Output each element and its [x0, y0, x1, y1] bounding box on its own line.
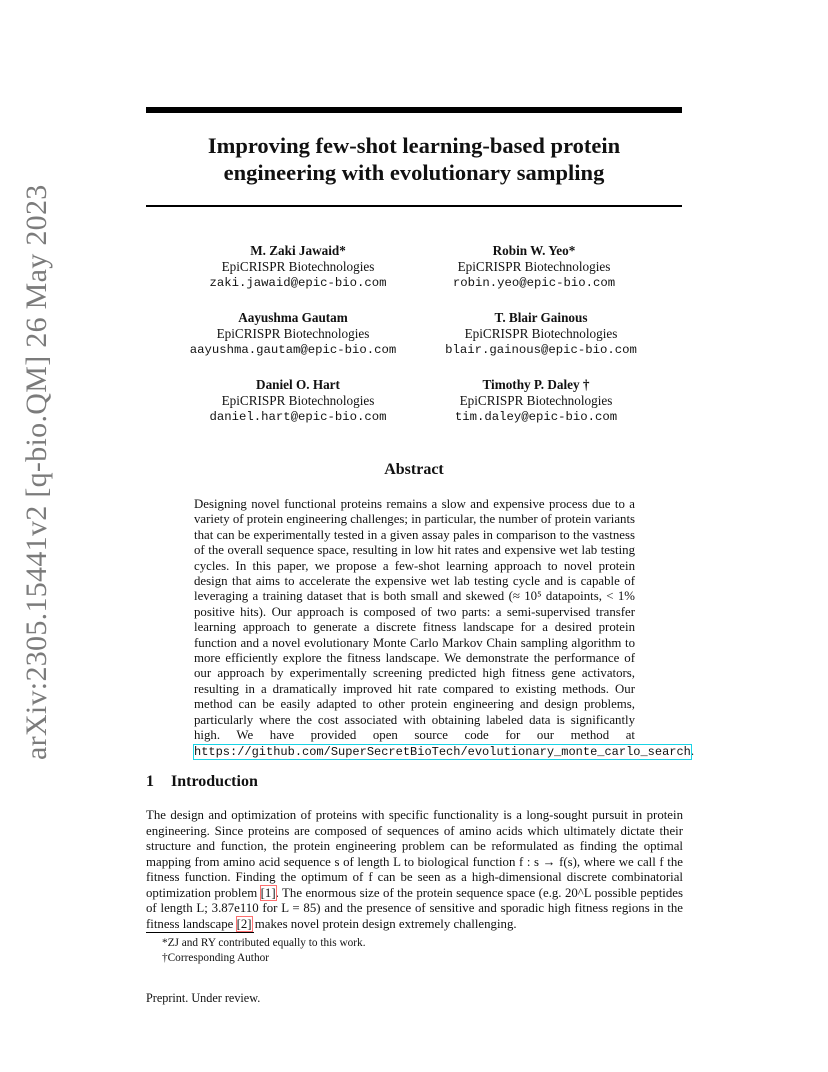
title-line-2: engineering with evolutionary sampling [223, 160, 605, 185]
citation-link[interactable]: [1] [260, 885, 276, 900]
abstract-body [194, 497, 695, 760]
section-title: Introduction [171, 773, 258, 790]
abstract-text: Designing novel functional proteins remains a slow and expensive process due to a variety of protein engineering challenges; in particular, the number of protein variants that can be experimentally tested in a given assay pales in comparison to the vastness of the overall sequence space, resulting in low hit rates and expensive wet lab testing cycles. In this paper, we propose a few-shot learning approach to novel protein design that aims to accelerate the expensive wet lab testing cycle and is capable of leveraging a training dataset that is both small and skewed (≈ 10⁵ datapoints, < 1% positive hits). Our approach is composed of two parts: a semi-supervised transfer learning approach to generate a discrete fitness landscape for a desired protein function and a novel evolutionary Monte Carlo Markov Chain sampling algorithm to more efficiently explore the fitness landscape. We demonstrate the performance of our approach by experimentally screening predicted high fitness gene activators, resulting in a dramatically improved hit rate compared to existing methods. Our method can be easily adapted to other protein engineering and design problems, particularly where the cost associated with obtaining labeled data is significantly high. We have provided open source code for our method at [194, 497, 636, 743]
author-affiliation: EpiCRISPR Biotechnologies [459, 393, 613, 408]
intro-paragraph [146, 808, 683, 932]
author-name: Daniel O. Hart [256, 377, 340, 392]
author-block [406, 377, 666, 425]
author-block [168, 377, 428, 425]
author-email[interactable]: blair.gainous@epic-bio.com [445, 343, 637, 357]
arxiv-identifier: arXiv:2305.15441v2 [q-bio.QM] 26 May 2023 [20, 184, 53, 760]
author-affiliation: EpiCRISPR Biotechnologies [216, 326, 370, 341]
footnote-rule [146, 932, 254, 933]
title-bottom-rule [146, 205, 682, 207]
section-heading [146, 773, 258, 791]
author-block [168, 243, 428, 291]
author-name: M. Zaki Jawaid* [250, 243, 346, 258]
footnote-equal-contribution: *ZJ and RY contributed equally to this work. [162, 937, 366, 949]
author-name: Aayushma Gautam [238, 310, 348, 325]
code-link[interactable]: https://github.com/SuperSecretBioTech/evolutionary_monte_carlo_search [194, 744, 691, 759]
author-affiliation: EpiCRISPR Biotechnologies [221, 259, 375, 274]
author-affiliation: EpiCRISPR Biotechnologies [457, 259, 611, 274]
author-block [411, 310, 671, 358]
author-email[interactable]: zaki.jawaid@epic-bio.com [209, 276, 387, 290]
author-email[interactable]: robin.yeo@epic-bio.com [452, 276, 616, 290]
author-name: T. Blair Gainous [494, 310, 588, 325]
author-email[interactable]: aayushma.gautam@epic-bio.com [189, 343, 397, 357]
title-line-1: Improving few-shot learning-based protein [207, 133, 621, 158]
author-block [404, 243, 664, 291]
author-affiliation: EpiCRISPR Biotechnologies [464, 326, 618, 341]
title-top-rule [146, 107, 682, 113]
abstract-heading: Abstract [384, 461, 444, 478]
intro-text-1: The design and optimization of proteins with specific functionality is a long-sought pursuit in protein engineering. Since proteins are composed of sequences of amino acids which ultimately dictate their structure and function, the protein engineering problem can be reformulated as finding the optimal mapping from amino acid sequence s of length L to biological function f : s → f(s), where we call f the fitness function. Finding the optimum of f can be seen as a high-dimensional discrete combinatorial optimization problem [146, 808, 683, 900]
preprint-note: Preprint. Under review. [146, 991, 261, 1005]
author-block [163, 310, 423, 358]
citation-link[interactable]: [2] [236, 916, 252, 931]
author-email[interactable]: tim.daley@epic-bio.com [454, 410, 618, 424]
author-name: Timothy P. Daley † [482, 377, 590, 392]
author-email[interactable]: daniel.hart@epic-bio.com [209, 410, 387, 424]
section-number: 1 [146, 773, 154, 790]
intro-text-2: . The enormous size of the protein sequence space (e.g. 20^L possible peptides of length L; 3.87e110 for L = 85) and the presence of sensitive and sporadic high fitness regions in the fitness landscape [146, 885, 683, 931]
footnote-corresponding-author: †Corresponding Author [162, 952, 270, 964]
paper-title [146, 132, 682, 186]
author-name: Robin W. Yeo* [492, 243, 576, 258]
abstract-end: . [690, 743, 695, 758]
author-affiliation: EpiCRISPR Biotechnologies [221, 393, 375, 408]
intro-text-3: makes novel protein design extremely challenging. [251, 916, 517, 931]
